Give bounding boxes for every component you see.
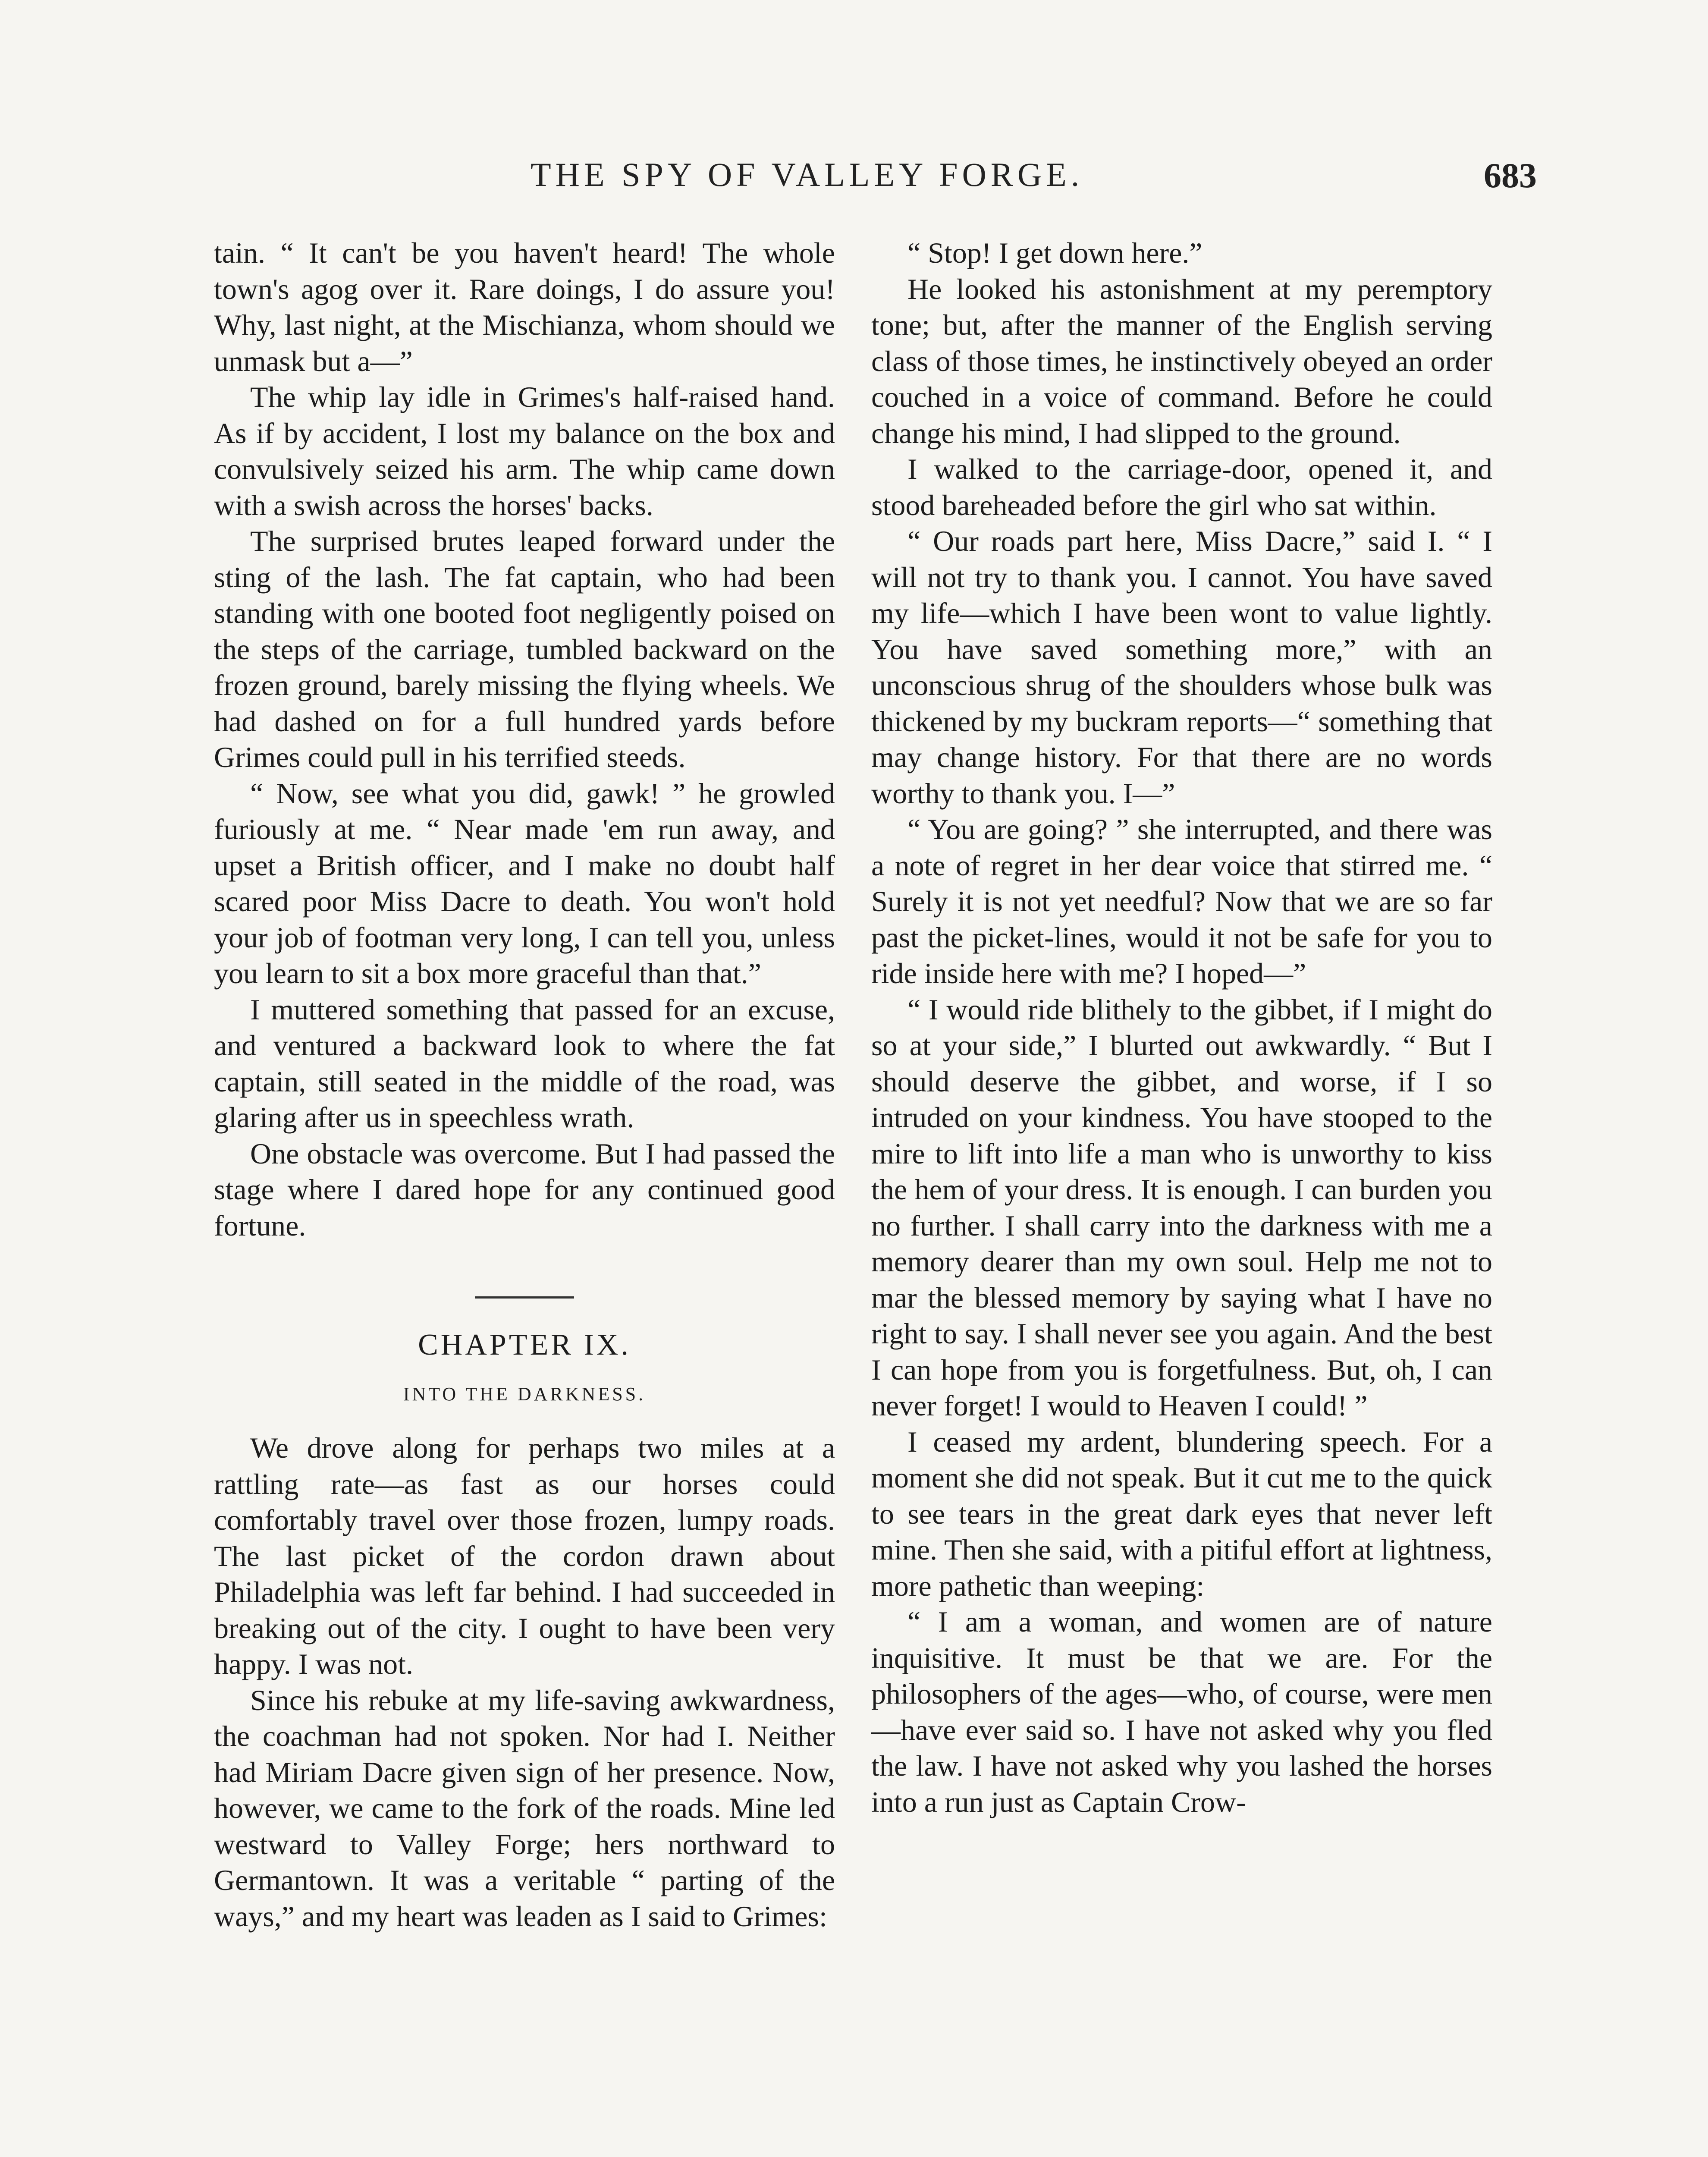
paragraph: I walked to the carriage-door, opened it, and stood bareheaded before the girl who sat within. (871, 453, 1492, 522)
paragraph: “ I am a woman, and women are of nature inquisitive. It must be that we are. For the philosophers of the ages—who, of course, were men—have ever said so. I have not asked why you fled the law. I have not asked why you lashed the horses into a run just as Captain Crow- (871, 1605, 1492, 1818)
running-head: THE SPY OF VALLEY FORGE. (531, 156, 1084, 193)
left-column (214, 235, 835, 1934)
right-column (871, 235, 1492, 1820)
paragraph: “ Our roads part here, Miss Dacre,” said I. “ I will not try to thank you. I cannot. You have saved my life—which I have been wont to value lightly. You have saved something more,” with an unconscious shrug of the shoulders whose bulk was thickened by my buckram reports—“ something that may change history. For that there are no words worthy to thank you. I—” (871, 525, 1492, 810)
paragraph: One obstacle was overcome. But I had passed the stage where I dared hope for any continued good fortune. (214, 1137, 835, 1242)
chapter-heading: CHAPTER IX. (418, 1328, 631, 1361)
paragraph: “ You are going? ” she interrupted, and there was a note of regret in her dear voice that stirred me. “ Surely it is not yet needful? Now that we are so far past the picket-lines, would it not be safe for you to ride inside here with me? I hoped—” (871, 813, 1492, 990)
paragraph: The whip lay idle in Grimes's half-raised hand. As if by accident, I lost my balance on the box and convulsively seized his arm. The whip came down with a swish across the horses' backs. (214, 380, 835, 522)
section-divider (475, 1296, 574, 1299)
paragraph: tain. “ It can't be you haven't heard! The whole town's agog over it. Rare doings, I do assure you! Why, last night, at the Mischianza, whom should we unmask but a—” (214, 236, 835, 377)
paragraph: We drove along for perhaps two miles at a rattling rate—as fast as our horses could comfortably travel over those frozen, lumpy roads. The last picket of the cordon drawn about Philadelphia was left far behind. I had succeeded in breaking out of the city. I ought to have been very happy. I was not. (214, 1431, 835, 1680)
paragraph: I ceased my ardent, blundering speech. For a moment she did not speak. But it cut me to the quick to see tears in the great dark eyes that never left mine. Then she said, with a pitiful effort at lightness, more pathetic than weeping: (871, 1425, 1492, 1602)
paragraph: Since his rebuke at my life-saving awkwardness, the coachman had not spoken. Nor had I. Neither had Miriam Dacre given sign of her presence. Now, however, we came to the fork of the roads. Mine led westward to Valley Forge; hers northward to Germantown. It was a veritable “ parting of the ways,” and my heart was leaden as I said to Grimes: (214, 1683, 835, 1933)
chapter-subtitle: INTO THE DARKNESS. (403, 1383, 646, 1405)
paragraph: “ Now, see what you did, gawk! ” he growled furiously at me. “ Near made 'em run away, and upset a British officer, and I make no doubt half scared poor Miss Dacre to death. You won't hold your job of footman very long, I can tell you, unless you learn to sit a box more graceful than that.” (214, 777, 835, 990)
paragraph: I muttered something that passed for an excuse, and ventured a backward look to where the fat captain, still seated in the middle of the road, was glaring after us in speechless wrath. (214, 993, 835, 1134)
page-number: 683 (1484, 156, 1537, 195)
paragraph: He looked his astonishment at my peremptory tone; but, after the manner of the English serving class of those times, he instinctively obeyed an order couched in a voice of command. Before he could change his mind, I had slipped to the ground. (871, 272, 1492, 450)
paragraph: The surprised brutes leaped forward under the sting of the lash. The fat captain, who had been standing with one booted foot negligently poised on the steps of the carriage, tumbled backward on the frozen ground, barely missing the flying wheels. We had dashed on for a full hundred yards before Grimes could pull in his terrified steeds. (214, 525, 835, 774)
paragraph: “ Stop! I get down here.” (907, 236, 1203, 269)
paragraph: “ I would ride blithely to the gibbet, if I might do so at your side,” I blurted out awkwardly. “ But I should deserve the gibbet, and worse, if I so intruded on your kindness. You have stooped to the mire to lift into life a man who is unworthy to kiss the hem of your dress. It is enough. I can burden you no further. I shall carry into the darkness with me a memory dearer than my own soul. Help me not to mar the blessed memory by saying what I have no right to say. I shall never see you again. And the best I can hope from you is forgetfulness. But, oh, I can never forget! I would to Heaven I could! ” (871, 993, 1492, 1422)
